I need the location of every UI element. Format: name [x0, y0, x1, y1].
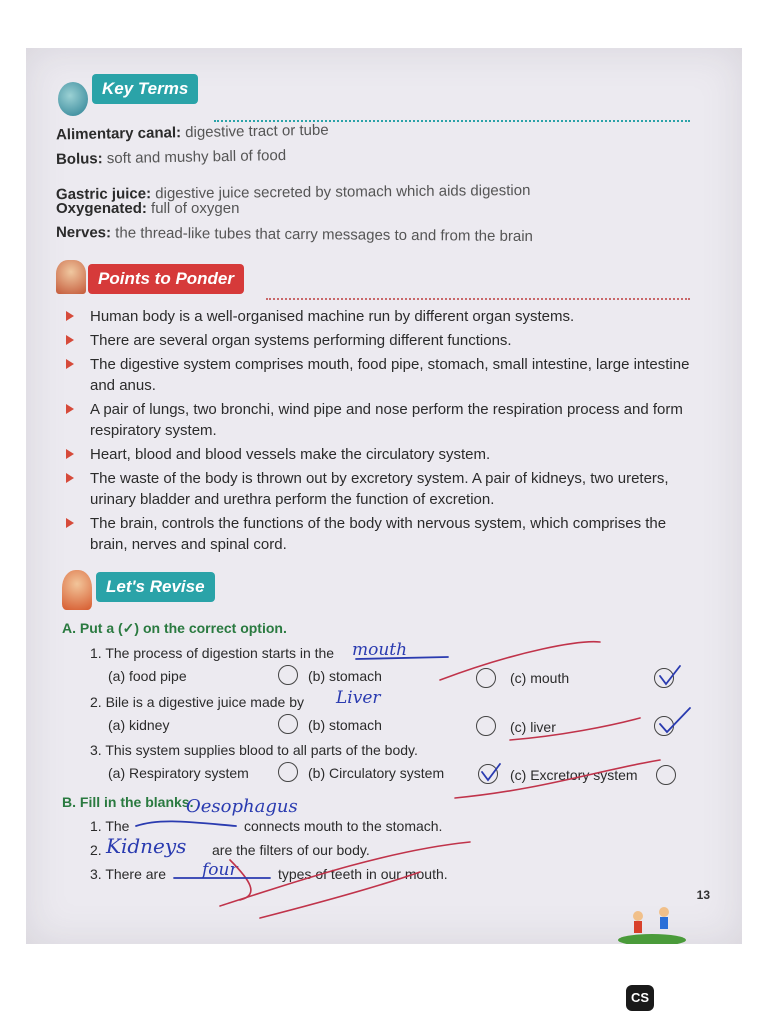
q1-radio-c[interactable]: [654, 668, 674, 688]
q3-radio-c[interactable]: [656, 765, 676, 785]
q2-text: 2. Bile is a digestive juice made by: [90, 694, 304, 710]
b3-answer: four: [202, 860, 238, 880]
q1-option-a: (a) food pipe: [108, 668, 187, 684]
q1-radio-a[interactable]: [278, 665, 298, 685]
q1-text: 1. The process of digestion starts in the: [90, 645, 335, 661]
b2-post: are the filters of our body.: [212, 842, 370, 858]
section-a-title: A. Put a (✓) on the correct option.: [62, 620, 287, 636]
arrow-bullet-icon: [66, 449, 74, 459]
list-item: The brain, controls the functions of the body with nervous system, which comprises the brain, nerves and spinal cord.: [62, 513, 692, 555]
q1-answer: mouth: [352, 640, 408, 660]
b2-answer: Kidneys: [106, 834, 187, 858]
thinking-girl-icon: [56, 260, 86, 294]
globe-icon: [58, 82, 88, 116]
kids-cartoon-icon: [612, 900, 692, 944]
q2-radio-c[interactable]: [654, 716, 674, 736]
points-list: [62, 306, 692, 558]
key-terms-heading: Key Terms: [92, 74, 198, 104]
q3-option-a: (a) Respiratory system: [108, 765, 249, 781]
q2-option-c: (c) liver: [510, 719, 556, 735]
list-item: The waste of the body is thrown out by excretory system. A pair of kidneys, two ureters, urinary bladder and urethra perform the function of excretion.: [62, 468, 692, 510]
arrow-bullet-icon: [66, 335, 74, 345]
term-bolus: Bolus: soft and mushy ball of food: [55, 146, 287, 169]
list-item: A pair of lungs, two bronchi, wind pipe and nose perform the respiration process and form respiratory system.: [62, 399, 692, 441]
q1-option-c: (c) mouth: [510, 670, 570, 686]
term-oxygenated: Oxygenated: full of oxygen: [56, 200, 240, 217]
q1-option-b: (b) stomach: [308, 668, 382, 684]
arrow-bullet-icon: [66, 518, 74, 528]
list-item: The digestive system comprises mouth, food pipe, stomach, small intestine, large intestine and anus.: [62, 354, 692, 396]
b1-post: connects mouth to the stomach.: [244, 818, 443, 834]
revise-heading: Let's Revise: [96, 572, 215, 602]
term-gastric: Gastric juice: digestive juice secreted by stomach which aids digestion: [55, 181, 531, 204]
q2-radio-a[interactable]: [278, 714, 298, 734]
b3-pre: 3. There are: [90, 866, 167, 882]
list-item: Heart, blood and blood vessels make the circulatory system.: [62, 444, 692, 465]
q3-radio-b[interactable]: [478, 764, 498, 784]
page-number: 13: [696, 888, 710, 902]
arrow-bullet-icon: [66, 404, 74, 414]
camscanner-logo: CS: [626, 985, 654, 1011]
q3-option-b: (b) Circulatory system: [308, 765, 445, 781]
reading-girl-icon: [62, 570, 92, 610]
q2-option-a: (a) kidney: [108, 717, 170, 733]
arrow-bullet-icon: [66, 473, 74, 483]
b3-post: types of teeth in our mouth.: [278, 866, 448, 882]
q3-option-c: (c) Excretory system: [510, 767, 638, 783]
q1-radio-b[interactable]: [476, 668, 496, 688]
q2-option-b: (b) stomach: [308, 717, 382, 733]
arrow-bullet-icon: [66, 311, 74, 321]
points-rule: [266, 298, 690, 300]
list-item: There are several organ systems performing different functions.: [62, 330, 692, 351]
q3-text: 3. This system supplies blood to all parts of the body.: [90, 742, 418, 758]
b1-answer: Oesophagus: [186, 796, 298, 817]
section-b-title: B. Fill in the blanks.: [62, 794, 194, 810]
b1-pre: 1. The: [90, 818, 130, 834]
points-heading: Points to Ponder: [88, 264, 244, 294]
term-alimentary: Alimentary canal: digestive tract or tube: [55, 121, 329, 144]
q2-answer: Liver: [336, 688, 381, 708]
arrow-bullet-icon: [66, 359, 74, 369]
q3-radio-a[interactable]: [278, 762, 298, 782]
q2-radio-b[interactable]: [476, 716, 496, 736]
b2-pre: 2.: [90, 842, 102, 858]
list-item: Human body is a well-organised machine run by different organ systems.: [62, 306, 692, 327]
term-nerves: Nerves: the thread-like tubes that carry messages to and from the brain: [55, 223, 534, 246]
